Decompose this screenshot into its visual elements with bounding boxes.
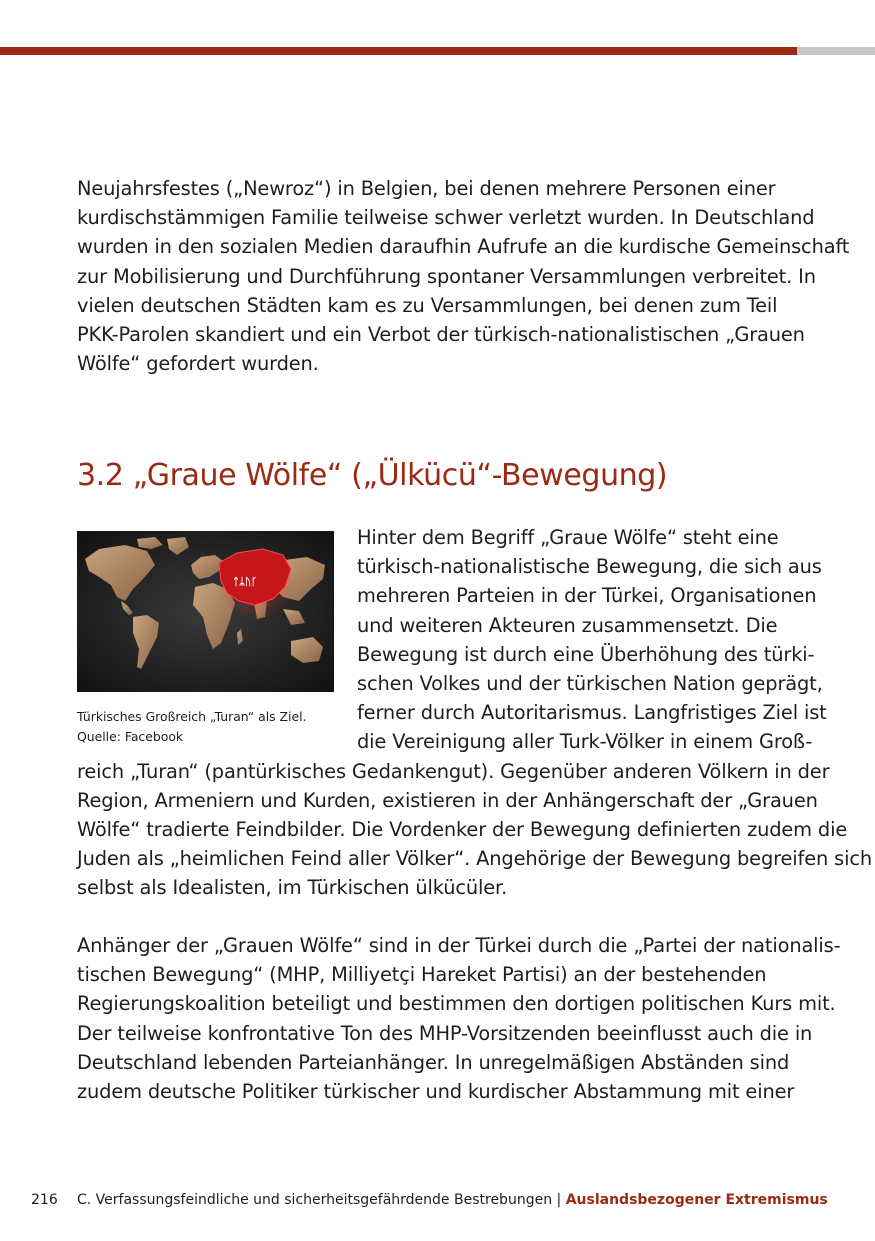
page-number: 216 [31, 1192, 58, 1208]
text-line: Anhänger der „Grauen Wölfe“ sind in der Türkei durch die „Partei der nationalis- [77, 934, 841, 957]
map-runic-label: ᛏᛦᚢᚴ [233, 577, 257, 588]
text-line: zudem deutsche Politiker türkischer und kurdischer Abstammung mit einer [77, 1080, 795, 1104]
header-rule-primary [0, 47, 797, 55]
text-line: selbst als Idealisten, im Türkischen ülkücüler. [77, 876, 508, 900]
text-line: wurden in den sozialen Medien daraufhin Aufrufe an die kurdische Gemeinschaft [77, 235, 850, 259]
text-line: zur Mobilisierung und Durchführung spontaner Versammlungen verbreitet. In [77, 264, 816, 288]
footer-chapter: C. Verfassungsfeindliche und sicherheitsgefährdende Bestrebungen [77, 1192, 553, 1208]
text-line: und weiteren Akteuren zusammensetzt. Die [357, 613, 778, 637]
text-line: Regierungskoalition beteiligt und bestimmen den dortigen politischen Kurs mit. [77, 992, 836, 1016]
text-line: PKK-Parolen skandiert und ein Verbot der türkisch-nationalistischen „Grauen [77, 323, 805, 347]
text-line: kurdischstämmigen Familie teilweise schwer verletzt wurden. In Deutschland [77, 206, 815, 230]
body-paragraph-1 [77, 523, 872, 903]
text-line: Der teilweise konfrontative Ton des MHP-Vorsitzenden beeinflusst auch die in [77, 1021, 813, 1045]
intro-paragraph [77, 174, 849, 378]
text-line: schen Volkes und der türkischen Nation geprägt, [357, 672, 823, 696]
text-line: Neujahrsfestes („Newroz“) in Belgien, bei denen mehrere Personen einer [77, 177, 776, 200]
body-paragraph-2 [77, 931, 840, 1106]
header-rule-secondary [797, 47, 875, 55]
text-line: Region, Armeniern und Kurden, existieren in der Anhängerschaft der „Grauen [77, 788, 818, 812]
text-line: Hinter dem Begriff „Graue Wölfe“ steht eine [357, 526, 779, 549]
text-line: türkisch-nationalistische Bewegung, die sich aus [357, 555, 822, 579]
caption-source: Quelle: Facebook [77, 729, 184, 744]
footer-section: Auslandsbezogener Extremismus [565, 1192, 828, 1208]
text-line: ferner durch Autoritarismus. Langfristiges Ziel ist [357, 701, 827, 725]
text-line: tischen Bewegung“ (MHP, Milliyetçi Hareket Partisi) an der bestehenden [77, 963, 767, 987]
text-line: Wölfe“ gefordert wurden. [77, 352, 319, 376]
page-footer [31, 1189, 851, 1211]
text-line: reich „Turan“ (pantürkisches Gedankengut). Gegenüber anderen Völkern in der [77, 759, 830, 783]
text-line: Bewegung ist durch eine Überhöhung des türki- [357, 642, 815, 666]
section-heading: 3.2 „Graue Wölfe“ („Ülkücü“-Bewegung) [77, 458, 668, 493]
footer-separator: | [552, 1192, 566, 1208]
text-line: mehreren Parteien in der Türkei, Organisationen [357, 584, 817, 608]
text-line: Wölfe“ tradierte Feindbilder. Die Vordenker der Bewegung definierten zudem die [77, 818, 848, 842]
text-line: vielen deutschen Städten kam es zu Versammlungen, bei denen zum Teil [77, 293, 778, 317]
text-line: Juden als „heimlichen Feind aller Völker“. Angehörige der Bewegung begreifen sich [77, 847, 872, 871]
text-line: die Vereinigung aller Turk-Völker in einem Groß- [357, 730, 813, 754]
caption-line: Türkisches Großreich „Turan“ als Ziel. [77, 709, 307, 724]
text-line: Deutschland lebenden Parteianhänger. In unregelmäßigen Abständen sind [77, 1050, 790, 1074]
